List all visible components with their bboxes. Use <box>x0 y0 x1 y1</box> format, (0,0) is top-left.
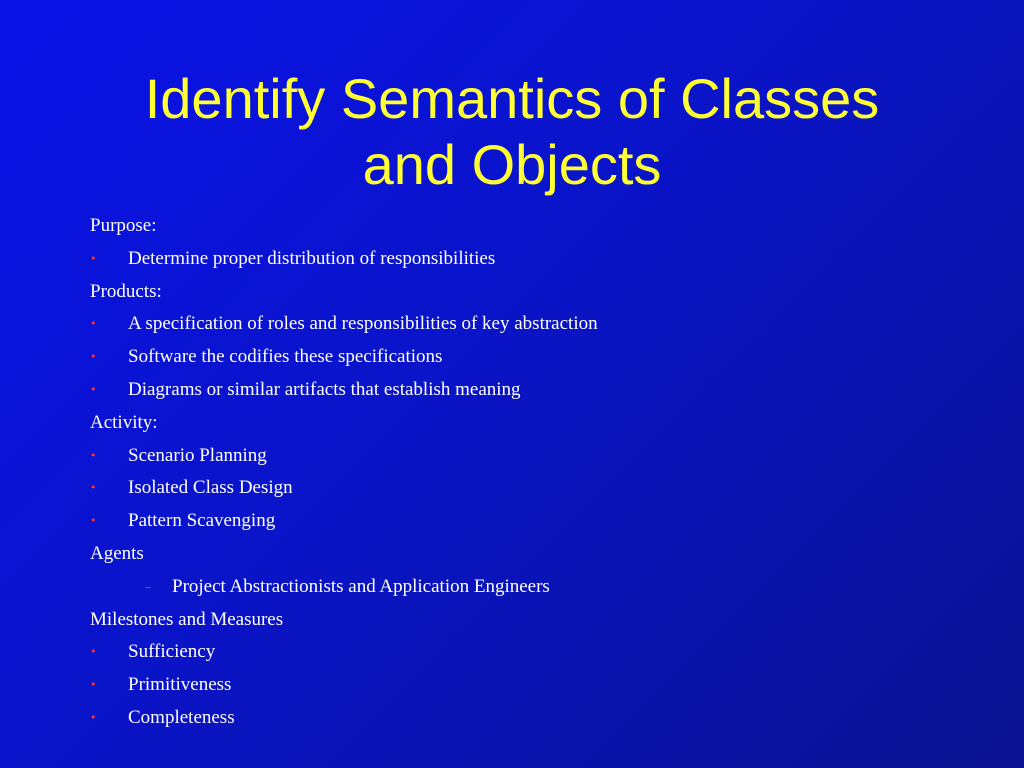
list-item <box>90 374 970 407</box>
list-item <box>90 440 970 473</box>
list-item <box>90 669 970 702</box>
slide-title <box>40 66 984 198</box>
heading-text: Purpose: <box>90 215 157 236</box>
list-item-text: A specification of roles and responsibilities of key abstraction <box>128 313 598 335</box>
bullet-icon: • <box>90 350 97 364</box>
list-item-text: Primitiveness <box>128 674 232 696</box>
dash-icon: – <box>145 579 151 594</box>
bullet-icon: • <box>90 645 97 659</box>
heading-text: Agents <box>90 542 144 564</box>
list-item <box>90 243 970 276</box>
list-item-text: Diagrams or similar artifacts that establish meaning <box>128 378 521 400</box>
list-item-text: Scenario Planning <box>128 444 267 466</box>
list-item <box>90 341 970 374</box>
slide-body <box>90 210 970 735</box>
list-item <box>90 308 970 341</box>
list-item-text: Sufficiency <box>128 641 216 663</box>
section-heading-agents <box>90 538 970 571</box>
list-item <box>90 636 970 669</box>
list-item-text: Isolated Class Design <box>128 477 293 499</box>
bullet-icon: • <box>90 382 97 396</box>
list-item <box>90 702 970 735</box>
list-item-text: Determine proper distribution of responsibilities <box>128 247 496 269</box>
list-item-text: Pattern Scavenging <box>128 510 276 532</box>
bullet-icon: • <box>90 678 97 692</box>
section-heading-purpose <box>90 210 970 243</box>
list-item-text: Completeness <box>128 706 235 728</box>
bullet-icon: • <box>90 710 97 724</box>
slide-title-line-1: Identify Semantics of Classes <box>144 67 880 130</box>
list-item <box>90 472 970 505</box>
list-item-text: Software the codifies these specifications <box>128 346 443 368</box>
slide-title-line-2: and Objects <box>362 133 662 196</box>
bullet-icon: • <box>90 317 97 331</box>
section-heading-products <box>90 276 970 309</box>
bullet-icon: • <box>90 481 97 495</box>
heading-text: Products: <box>90 280 162 302</box>
section-heading-milestones <box>90 604 970 637</box>
sub-list-item-text: Project Abstractionists and Application Engineers <box>172 575 550 597</box>
bullet-icon: • <box>90 251 97 265</box>
section-heading-activity <box>90 407 970 440</box>
list-item <box>90 505 970 538</box>
heading-text: Milestones and Measures <box>90 608 284 630</box>
bullet-icon: • <box>90 448 97 462</box>
sub-list-item <box>90 571 970 604</box>
heading-text: Activity: <box>90 411 158 433</box>
bullet-icon: • <box>90 514 97 528</box>
